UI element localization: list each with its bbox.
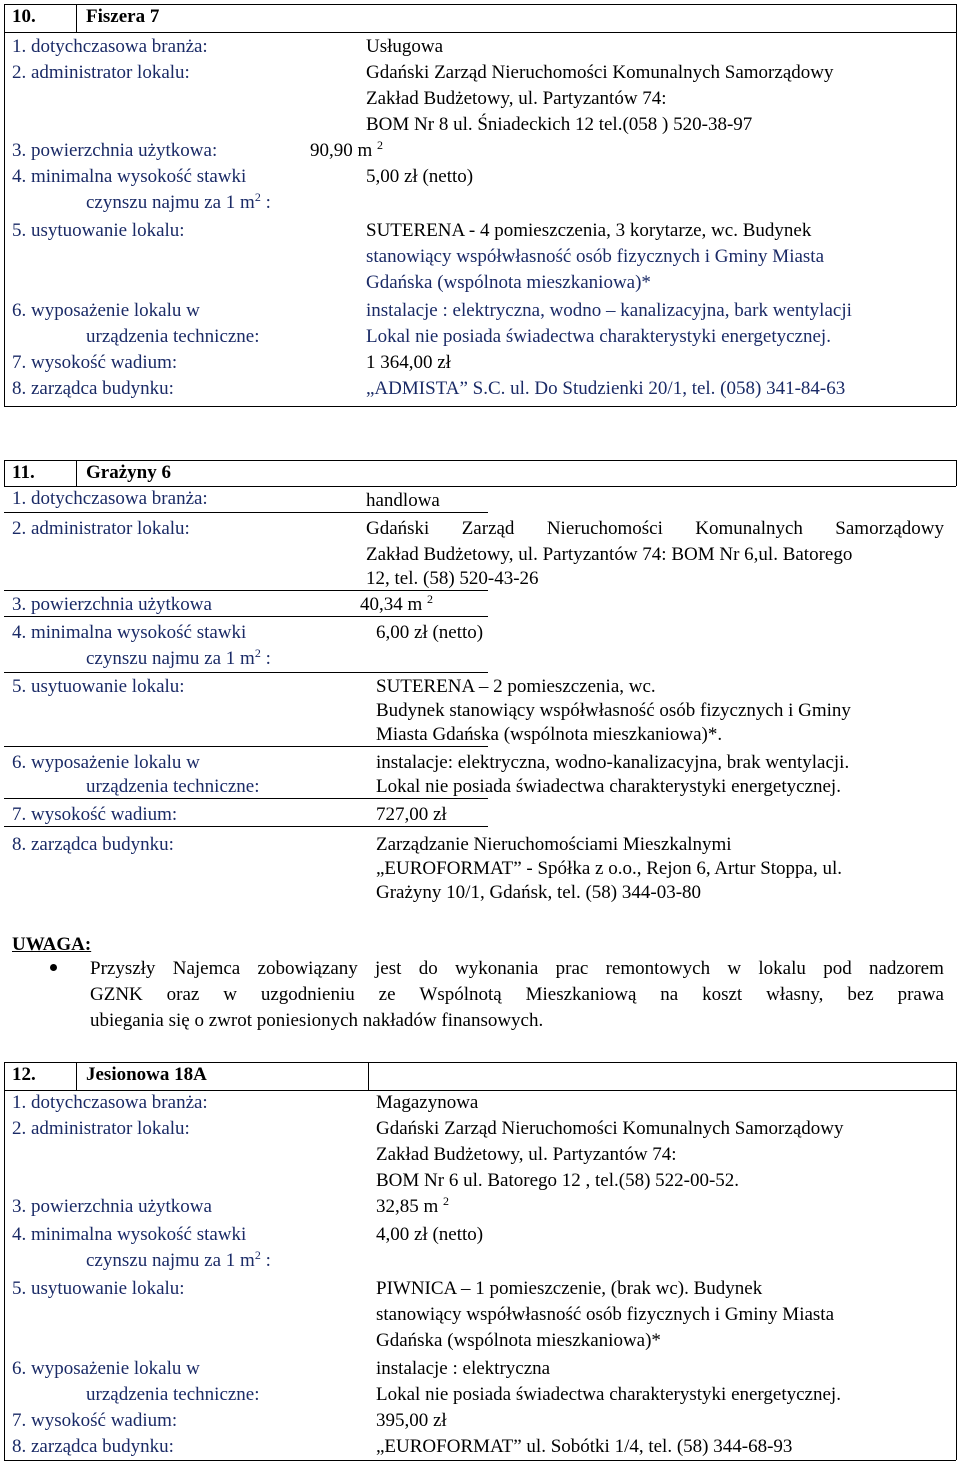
value-administrator: Gdański Zarząd Nieruchomości Komunalnych Samorządowy bbox=[366, 518, 944, 539]
label-branch: 1. dotychczasowa branża: bbox=[12, 488, 208, 509]
value-location: PIWNICA – 1 pomieszczenie, (brak wc). Budynek bbox=[376, 1278, 763, 1299]
value-location: stanowiący współwłasność osób fizycznych i Gminy Miasta bbox=[376, 1304, 835, 1325]
label-branch: 1. dotychczasowa branża: bbox=[12, 36, 208, 57]
value-deposit: 395,00 zł bbox=[376, 1410, 447, 1431]
label-deposit: 7. wysokość wadium: bbox=[12, 1410, 178, 1431]
value-location: Gdańska (wspólnota mieszkaniowa)* bbox=[376, 1330, 661, 1351]
value-equipment: Lokal nie posiada świadectwa charakterystyki energetycznej. bbox=[366, 326, 831, 347]
label-equipment: urządzenia techniczne: bbox=[86, 776, 260, 797]
value-manager: „EUROFORMAT” ul. Sobótki 1/4, tel. (58) 344-68-93 bbox=[376, 1436, 793, 1457]
value-administrator: Gdański Zarząd Nieruchomości Komunalnych Samorządowy bbox=[376, 1118, 844, 1139]
label-rent: czynszu najmu za 1 $m^2$ : bbox=[86, 190, 271, 213]
value-manager: „ADMISTA” S.C. ul. Do Studzienki 20/1, tel. (058) 341-84-63 bbox=[366, 378, 846, 399]
label-equipment: 6. wyposażenie lokalu w bbox=[12, 1358, 200, 1379]
value-administrator: Gdański Zarząd Nieruchomości Komunalnych Samorządowy bbox=[366, 62, 834, 83]
value-location: Gdańska (wspólnota mieszkaniowa)* bbox=[366, 272, 651, 293]
label-rent: 4. minimalna wysokość stawki bbox=[12, 622, 247, 643]
label-equipment: urządzenia techniczne: bbox=[86, 326, 260, 347]
value-location: Miasta Gdańska (wspólnota mieszkaniowa)*. bbox=[376, 724, 723, 745]
section-heading: Grażyny 6 bbox=[86, 462, 171, 483]
value-deposit: 1 364,00 zł bbox=[366, 352, 451, 373]
label-equipment: 6. wyposażenie lokalu w bbox=[12, 300, 200, 321]
label-area: 3. powierzchnia użytkowa: bbox=[12, 140, 218, 161]
value-rent: 4,00 zł (netto) bbox=[376, 1224, 484, 1245]
value-location: Budynek stanowiący współwłasność osób fizycznych i Gminy bbox=[376, 700, 851, 721]
bullet-icon bbox=[50, 964, 57, 971]
label-branch: 1. dotychczasowa branża: bbox=[12, 1092, 208, 1113]
label-location: 5. usytuowanie lokalu: bbox=[12, 220, 185, 241]
value-equipment: instalacje : elektryczna bbox=[376, 1358, 551, 1379]
label-equipment: urządzenia techniczne: bbox=[86, 1384, 260, 1405]
label-rent: czynszu najmu za 1 $m^2$ : bbox=[86, 646, 271, 669]
label-rent: 4. minimalna wysokość stawki bbox=[12, 1224, 247, 1245]
label-location: 5. usytuowanie lokalu: bbox=[12, 1278, 185, 1299]
value-administrator: Zakład Budżetowy, ul. Partyzantów 74: BOM Nr 6,ul. Batorego bbox=[366, 544, 853, 565]
label-rent: 4. minimalna wysokość stawki bbox=[12, 166, 247, 187]
note-text: GZNK oraz w uzgodnieniu ze Wspólnotą Mieszkaniową na koszt własny, bez prawa bbox=[90, 984, 944, 1005]
section-heading: Jesionowa 18A bbox=[86, 1064, 207, 1085]
value-branch: Magazynowa bbox=[376, 1092, 479, 1113]
label-manager: 8. zarządca budynku: bbox=[12, 834, 174, 855]
label-location: 5. usytuowanie lokalu: bbox=[12, 676, 185, 697]
value-location: SUTERENA – 2 pomieszczenia, wc. bbox=[376, 676, 656, 697]
value-deposit: 727,00 zł bbox=[376, 804, 447, 825]
label-deposit: 7. wysokość wadium: bbox=[12, 352, 178, 373]
value-equipment: Lokal nie posiada świadectwa charakterystyki energetycznej. bbox=[376, 1384, 841, 1405]
value-branch: handlowa bbox=[366, 490, 440, 511]
label-administrator: 2. administrator lokalu: bbox=[12, 1118, 190, 1139]
note-text: Przyszły Najemca zobowiązany jest do wykonania prac remontowych w lokalu pod nadzorem bbox=[90, 958, 944, 979]
section-heading: Fiszera 7 bbox=[86, 6, 160, 27]
note-title: UWAGA: bbox=[12, 934, 92, 955]
value-manager: Grażyny 10/1, Gdańsk, tel. (58) 344-03-80 bbox=[376, 882, 702, 903]
value-equipment: instalacje : elektryczna, wodno – kanalizacyjna, bark wentylacji bbox=[366, 300, 852, 321]
value-location: stanowiący współwłasność osób fizycznych i Gminy Miasta bbox=[366, 246, 825, 267]
value-manager: Zarządzanie Nieruchomościami Mieszkalnymi bbox=[376, 834, 732, 855]
label-area: 3. powierzchnia użytkowa bbox=[12, 594, 212, 615]
value-manager: „EUROFORMAT” - Spółka z o.o., Rejon 6, Artur Stoppa, ul. bbox=[376, 858, 843, 879]
value-equipment: instalacje: elektryczna, wodno-kanalizacyjna, brak wentylacji. bbox=[376, 752, 850, 773]
note-text: ubiegania się o zwrot poniesionych nakładów finansowych. bbox=[90, 1010, 544, 1031]
label-administrator: 2. administrator lokalu: bbox=[12, 518, 190, 539]
value-administrator: 12, tel. (58) 520-43-26 bbox=[366, 568, 539, 589]
value-area: 32,85 m $^2$ bbox=[376, 1194, 450, 1217]
value-administrator: BOM Nr 6 ul. Batorego 12 , tel.(58) 522-00-52. bbox=[376, 1170, 740, 1191]
value-equipment: Lokal nie posiada świadectwa charakterystyki energetycznej. bbox=[376, 776, 841, 797]
value-location: SUTERENA - 4 pomieszczenia, 3 korytarze, wc. Budynek bbox=[366, 220, 812, 241]
section-number: 10. bbox=[12, 6, 36, 27]
value-rent: 5,00 zł (netto) bbox=[366, 166, 474, 187]
label-area: 3. powierzchnia użytkowa bbox=[12, 1196, 212, 1217]
value-area: 90,90 m $^2$ bbox=[310, 138, 384, 161]
label-administrator: 2. administrator lokalu: bbox=[12, 62, 190, 83]
section-number: 11. bbox=[12, 462, 35, 483]
label-manager: 8. zarządca budynku: bbox=[12, 1436, 174, 1457]
value-rent: 6,00 zł (netto) bbox=[376, 622, 484, 643]
label-manager: 8. zarządca budynku: bbox=[12, 378, 174, 399]
label-equipment: 6. wyposażenie lokalu w bbox=[12, 752, 200, 773]
value-administrator: Zakład Budżetowy, ul. Partyzantów 74: bbox=[366, 88, 667, 109]
value-area: 40,34 m $^2$ bbox=[360, 592, 434, 615]
value-administrator: BOM Nr 8 ul. Śniadeckich 12 tel.(058 ) 520-38-97 bbox=[366, 114, 753, 135]
label-rent: czynszu najmu za 1 $m^2$ : bbox=[86, 1248, 271, 1271]
value-administrator: Zakład Budżetowy, ul. Partyzantów 74: bbox=[376, 1144, 677, 1165]
section-number: 12. bbox=[12, 1064, 36, 1085]
label-deposit: 7. wysokość wadium: bbox=[12, 804, 178, 825]
value-branch: Usługowa bbox=[366, 36, 444, 57]
